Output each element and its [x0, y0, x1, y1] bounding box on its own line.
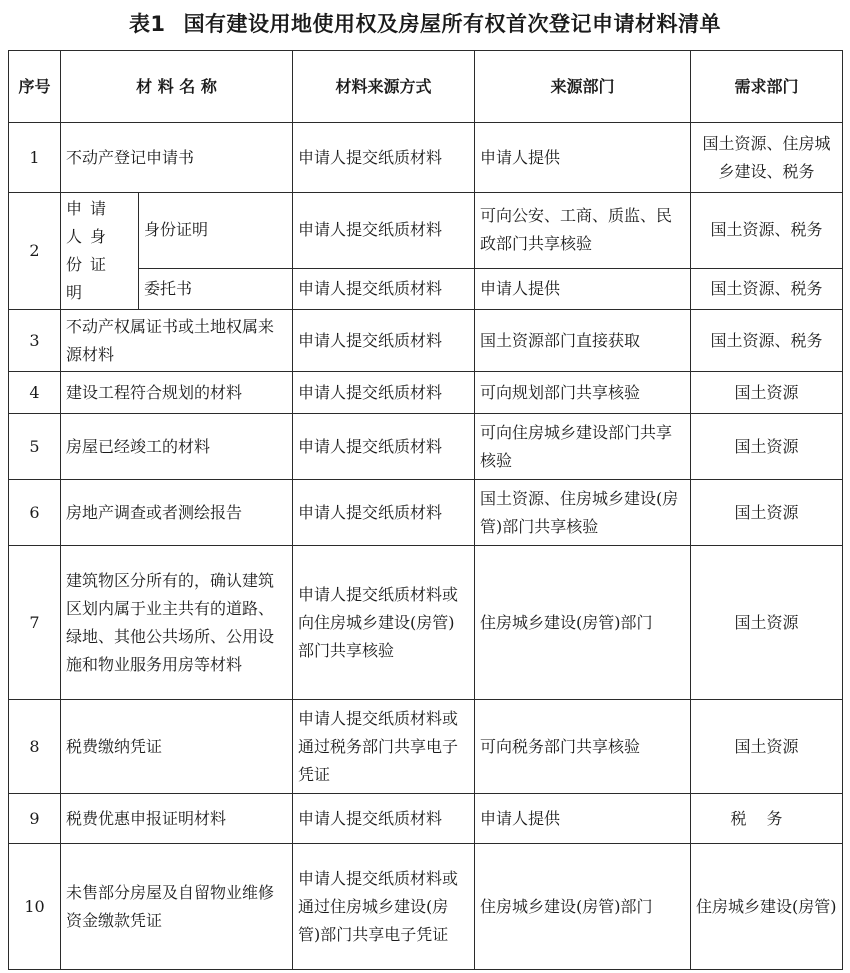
- row-method: 申请人提交纸质材料或通过住房城乡建设(房管)部门共享电子凭证: [293, 844, 475, 970]
- row-demand: 国土资源、住房城乡建设、税务: [691, 123, 843, 193]
- row-group-label: 申请人身份证明: [61, 193, 139, 310]
- row-source: 国土资源、住房城乡建设(房管)部门共享核验: [475, 480, 691, 546]
- row-source: 可向住房城乡建设部门共享核验: [475, 414, 691, 480]
- row-method: 申请人提交纸质材料: [293, 310, 475, 372]
- row-method: 申请人提交纸质材料或通过税务部门共享电子凭证: [293, 700, 475, 794]
- table-row: [9, 794, 843, 844]
- row-demand: 国土资源、税务: [691, 268, 843, 309]
- header-source-dept: 来源部门: [475, 51, 691, 123]
- row-material: 未售部分房屋及自留物业维修资金缴款凭证: [61, 844, 293, 970]
- header-method: 材料来源方式: [293, 51, 475, 123]
- row-material: 委托书: [139, 268, 293, 309]
- row-index: 3: [9, 310, 61, 372]
- row-index: 1: [9, 123, 61, 193]
- row-material: 税费优惠申报证明材料: [61, 794, 293, 844]
- table-row: [9, 480, 843, 546]
- row-source: 申请人提供: [475, 268, 691, 309]
- table-title-text: 国有建设用地使用权及房屋所有权首次登记申请材料清单: [183, 12, 722, 36]
- row-material: 房地产调查或者测绘报告: [61, 480, 293, 546]
- row-source: 申请人提供: [475, 123, 691, 193]
- row-demand: 国土资源、税务: [691, 193, 843, 269]
- row-source: 可向规划部门共享核验: [475, 372, 691, 414]
- row-material: 身份证明: [139, 193, 293, 269]
- row-material: 不动产登记申请书: [61, 123, 293, 193]
- row-method: 申请人提交纸质材料: [293, 794, 475, 844]
- table-row: [9, 123, 843, 193]
- row-source: 可向公安、工商、质监、民政部门共享核验: [475, 193, 691, 269]
- row-source: 申请人提供: [475, 794, 691, 844]
- table-title: [0, 6, 850, 42]
- row-method: 申请人提交纸质材料: [293, 480, 475, 546]
- row-index: 7: [9, 546, 61, 700]
- row-demand: 国土资源: [691, 546, 843, 700]
- row-demand: 国土资源: [691, 372, 843, 414]
- table-row: [9, 414, 843, 480]
- row-demand: 国土资源: [691, 414, 843, 480]
- table-row: [9, 372, 843, 414]
- table-row: [9, 844, 843, 970]
- row-method: 申请人提交纸质材料: [293, 372, 475, 414]
- table-row: [9, 546, 843, 700]
- row-index: 2: [9, 193, 61, 310]
- header-material: 材 料 名 称: [61, 51, 293, 123]
- row-source: 国土资源部门直接获取: [475, 310, 691, 372]
- row-method: 申请人提交纸质材料: [293, 414, 475, 480]
- row-index: 4: [9, 372, 61, 414]
- row-method: 申请人提交纸质材料: [293, 268, 475, 309]
- row-method: 申请人提交纸质材料: [293, 193, 475, 269]
- table-row: [9, 700, 843, 794]
- row-material: 不动产权属证书或土地权属来源材料: [61, 310, 293, 372]
- row-index: 8: [9, 700, 61, 794]
- row-demand: 税务: [691, 794, 843, 844]
- row-material: 房屋已经竣工的材料: [61, 414, 293, 480]
- table-number: 表1: [128, 12, 166, 36]
- row-demand: 国土资源、税务: [691, 310, 843, 372]
- row-index: 10: [9, 844, 61, 970]
- row-index: 5: [9, 414, 61, 480]
- materials-table: [8, 50, 843, 970]
- header-row: [9, 51, 843, 123]
- row-index: 6: [9, 480, 61, 546]
- row-method: 申请人提交纸质材料或向住房城乡建设(房管)部门共享核验: [293, 546, 475, 700]
- header-index: 序号: [9, 51, 61, 123]
- row-material: 建设工程符合规划的材料: [61, 372, 293, 414]
- row-method: 申请人提交纸质材料: [293, 123, 475, 193]
- table-row: [9, 193, 843, 269]
- table-row: [9, 310, 843, 372]
- row-demand: 国土资源: [691, 480, 843, 546]
- row-source: 住房城乡建设(房管)部门: [475, 546, 691, 700]
- header-demand-dept: 需求部门: [691, 51, 843, 123]
- row-demand: 国土资源: [691, 700, 843, 794]
- row-material: 税费缴纳凭证: [61, 700, 293, 794]
- row-source: 可向税务部门共享核验: [475, 700, 691, 794]
- row-material: 建筑物区分所有的，确认建筑区划内属于业主共有的道路、绿地、其他公共场所、公用设施和物业服务用房等材料: [61, 546, 293, 700]
- row-demand: 住房城乡建设(房管): [691, 844, 843, 970]
- row-index: 9: [9, 794, 61, 844]
- row-source: 住房城乡建设(房管)部门: [475, 844, 691, 970]
